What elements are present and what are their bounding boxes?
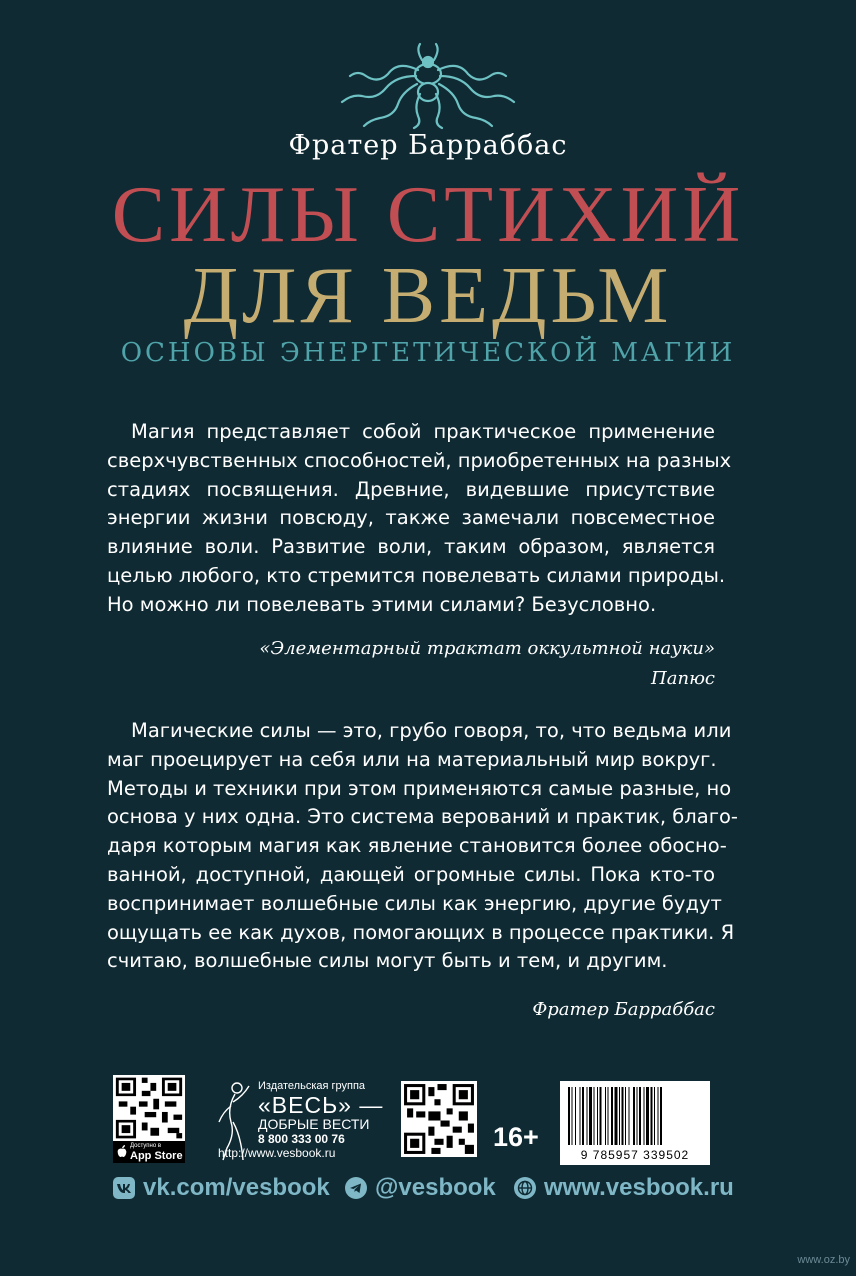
- publisher-name: «ВЕСЬ» —: [258, 1092, 384, 1118]
- paragraph-line: воспринимает волшебные силы как энергию, другие будут: [107, 891, 722, 915]
- quote-author: Папюс: [651, 668, 715, 689]
- apple-icon: [117, 1145, 127, 1158]
- author-name: Фратер Барраббас: [288, 130, 568, 161]
- publisher-phone: 8 800 333 00 76: [258, 1132, 345, 1146]
- telegram-icon: [345, 1177, 367, 1199]
- paragraph-line: энергии жизни повсюду, также замечали повсеместное: [107, 506, 715, 530]
- spider-icon: [318, 40, 538, 130]
- paragraph-line: ощущать ее как духов, помогающих в процессе практики. Я: [107, 920, 735, 944]
- qr-code[interactable]: [401, 1081, 477, 1157]
- paragraph-line: даря которым магия как явление становится более обосно-: [107, 834, 727, 858]
- subtitle: ОСНОВЫ ЭНЕРГЕТИЧЕСКОЙ МАГИИ: [120, 338, 736, 368]
- website-link[interactable]: [514, 1174, 734, 1202]
- signature: Фратер Барраббас: [532, 999, 715, 1020]
- vk-link-text: vk.com/vesbook: [143, 1174, 330, 1201]
- paragraph-line: считаю, волшебные силы могут быть и тем, и другим.: [107, 949, 668, 973]
- publisher-tagline: ДОБРЫЕ ВЕСТИ: [258, 1116, 370, 1132]
- paragraph-line: стадиях посвящения. Древние, видевшие присутствие: [107, 477, 715, 501]
- vk-link[interactable]: [113, 1174, 330, 1202]
- paragraph-line: ванной, доступной, дающей огромные силы. Пока кто-то: [107, 862, 715, 886]
- paragraph-line: целью любого, кто стремится повелевать силами природы.: [107, 563, 726, 587]
- watermark: www.oz.by: [797, 1254, 850, 1266]
- age-rating: 16+: [493, 1122, 539, 1152]
- paragraph-2: [107, 717, 738, 976]
- title-line-2: ДЛЯ ВЕДЬМ: [183, 252, 673, 340]
- qr-code[interactable]: [113, 1075, 185, 1141]
- app-store-line1: Доступно в: [130, 1143, 162, 1149]
- publisher-info: [218, 1080, 384, 1160]
- paragraph-line: сверхчувственных способностей, приобретенных на разных: [107, 448, 732, 472]
- paragraph-line: Магия представляет собой практическое применение: [131, 420, 715, 443]
- app-store-line2: App Store: [130, 1150, 183, 1162]
- app-store-badge[interactable]: [113, 1141, 185, 1163]
- paragraph-line: основа у них одна. Это система верований и практик, благо-: [107, 805, 738, 829]
- paragraph-line: Но можно ли повелевать этими силами? Безусловно.: [107, 592, 657, 616]
- publisher-url[interactable]: http://www.vesbook.ru: [218, 1146, 336, 1160]
- telegram-link-text: @vesbook: [375, 1174, 496, 1201]
- paragraph-line: влияние воли. Развитие воли, таким образом, является: [107, 535, 715, 559]
- quote-source: «Элементарный трактат оккультной науки»: [259, 638, 715, 659]
- globe-icon: [514, 1177, 536, 1199]
- telegram-link[interactable]: [345, 1174, 496, 1202]
- paragraph-line: Магические силы — это, грубо говоря, то, что ведьма или: [131, 719, 732, 742]
- paragraph-line: маг проецирует на себя или на материальный мир вокруг.: [107, 747, 717, 771]
- paragraph-1: [107, 418, 732, 620]
- paragraph-line: Методы и техники при этом применяются самые разные, но: [107, 776, 732, 800]
- vk-icon: [113, 1177, 135, 1199]
- publisher-group: Издательская группа: [258, 1080, 366, 1092]
- isbn-number: 9 785957 339502: [580, 1148, 690, 1162]
- title-line-1: СИЛЫ СТИХИЙ: [111, 171, 745, 259]
- website-link-text: www.vesbook.ru: [544, 1174, 734, 1201]
